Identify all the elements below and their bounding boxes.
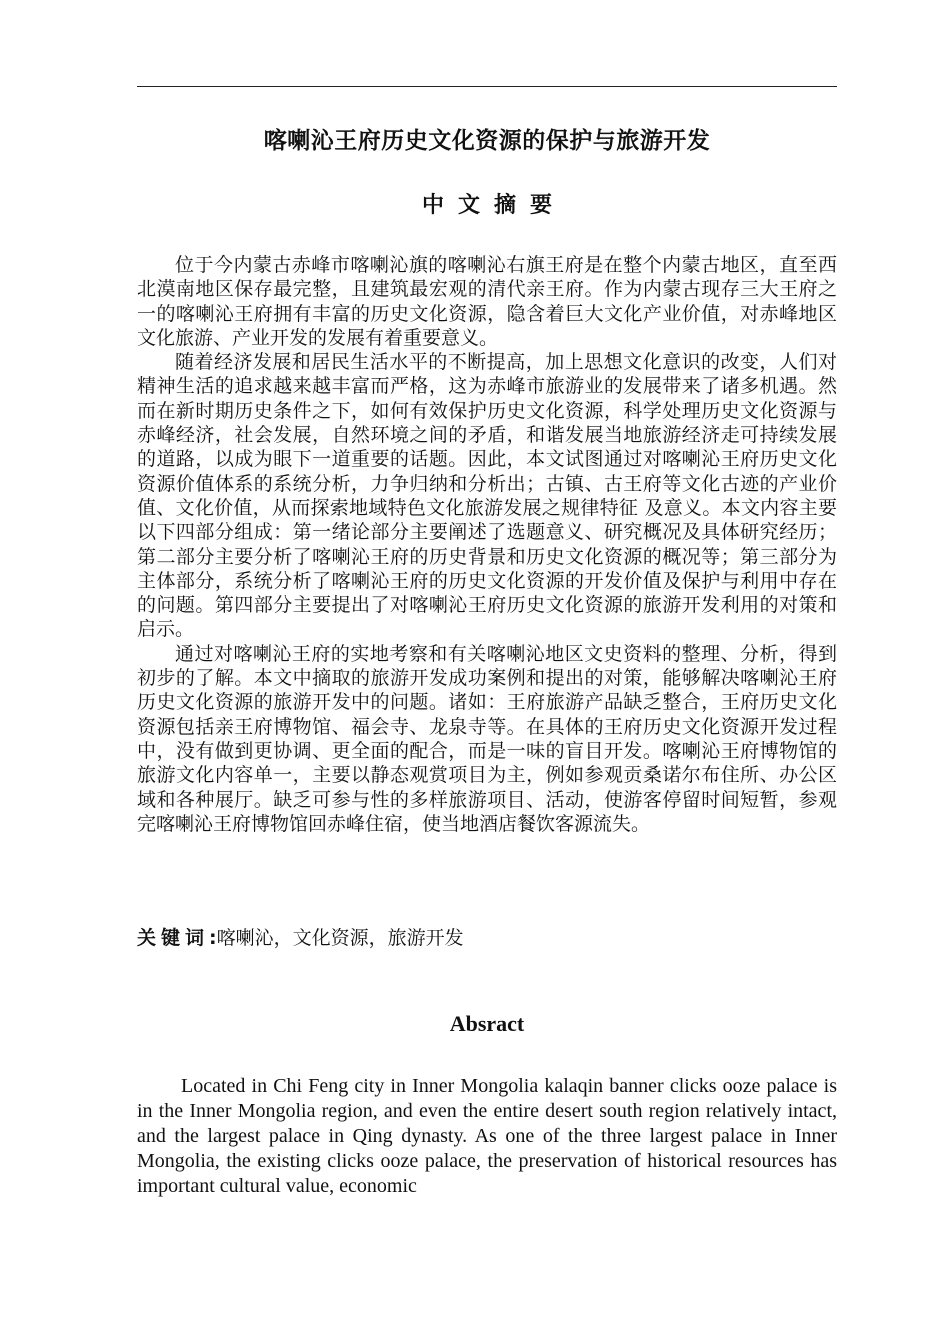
document-title: 喀喇沁王府历史文化资源的保护与旅游开发	[263, 128, 711, 154]
chinese-abstract-heading: 中文摘要	[421, 193, 566, 218]
chinese-abstract-paragraph: 随着经济发展和居民生活水平的不断提高，加上思想文化意识的改变，人们对精神生活的追求越来越丰富而严格，这为赤峰市旅游业的发展带来了诸多机遇。然而在新时期历史条件之下，如何有效保护历史文化资源，科学处理历史文化资源与赤峰经济，社会发展，自然环境之间的矛盾，和谐发展当地旅游经济走可持续发展的道路，以成为眼下一道重要的话题。因此，本文试图通过对喀喇沁王府历史文化资源价值体系的系统分析，力争归纳和分析出；古镇、古王府等文化古迹的产业价值、文化价值，从而探索地域特色文化旅游发展之规律特征 及意义。本文内容主要以下四部分组成：第一绪论部分主要阐述了选题意义、研究概况及具体研究经历；第二部分主要分析了喀喇沁王府的历史背景和历史文化资源的概况等；第三部分为主体部分，系统分析了喀喇沁王府的历史文化资源的开发价值及保护与利用中存在的问题。第四部分主要提出了对喀喇沁王府历史文化资源的旅游开发利用的对策和启示。	[137, 351, 837, 641]
header-rule	[137, 86, 837, 87]
keywords-value: 喀喇沁，文化资源，旅游开发	[216, 927, 464, 949]
english-abstract-paragraph: Located in Chi Feng city in Inner Mongolia kalaqin banner clicks ooze palace is in the Inner Mongolia region, and even the entire desert south region relatively intact, and the largest palace in Qing dynasty. As one of the three largest palace in Inner Mongolia, the existing clicks ooze palace, the preservation of historical resources has important cultural value, economic	[137, 1075, 837, 1197]
chinese-abstract-paragraph: 位于今内蒙古赤峰市喀喇沁旗的喀喇沁右旗王府是在整个内蒙古地区，直至西北漠南地区保存最完整，且建筑最宏观的清代亲王府。作为内蒙古现存三大王府之一的喀喇沁王府拥有丰富的历史文化资源，隐含着巨大文化产业价值，对赤峰地区文化旅游、产业开发的发展有着重要意义。	[137, 254, 837, 349]
chinese-abstract-body	[137, 253, 837, 836]
chinese-abstract-paragraph: 通过对喀喇沁王府的实地考察和有关喀喇沁地区文史资料的整理、分析，得到初步的了解。本文中摘取的旅游开发成功案例和提出的对策，能够解决喀喇沁王府历史文化资源的旅游开发中的问题。诸如：王府旅游产品缺乏整合，王府历史文化资源包括亲王府博物馆、福会寺、龙泉寺等。在具体的王府历史文化资源开发过程中，没有做到更协调、更全面的配合，而是一味的盲目开发。喀喇沁王府博物馆的旅游文化内容单一，主要以静态观赏项目为主，例如参观贡桑诺尔布住所、办公区域和各种展厅。缺乏可参与性的多样旅游项目、活动，使游客停留时间短暂，参观完喀喇沁王府博物馆回赤峰住宿，使当地酒店餐饮客源流失。	[137, 642, 837, 835]
keywords-label: 关键词	[137, 927, 210, 949]
english-abstract-heading: Absract	[449, 1011, 525, 1036]
english-abstract-body	[137, 1074, 837, 1199]
keywords-colon: :	[209, 927, 217, 949]
keywords-line	[137, 926, 837, 950]
